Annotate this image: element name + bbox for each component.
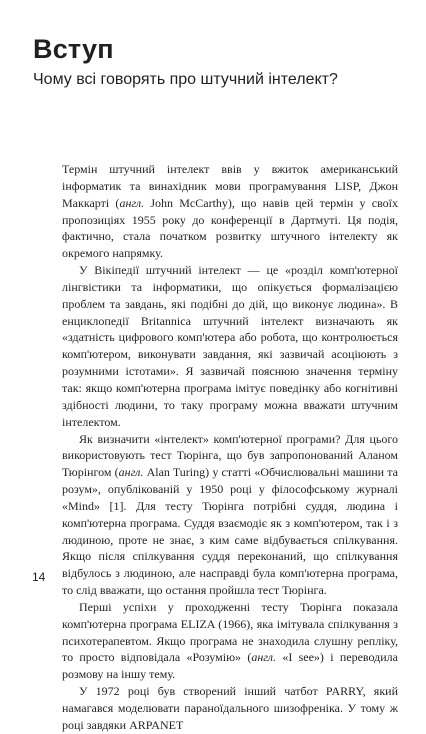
abbreviation-english: англ. [119, 195, 145, 210]
paragraph-1: Термін штучний інтелект ввів у вжиток американський інформатик та винахідник мови програмування LISP, Джон Маккарті (англ. John McCarthy), що навів цей термін у своїх пропозиціях 1955 року до конференції в Дартмуті. Ця подія, фактично, стала початком розвитку штучного інтелекту як окремого напрямку. [62, 162, 398, 261]
page-number: 14 [32, 570, 46, 584]
chapter-subtitle: Чому всі говорять про штучний інтелект? [33, 71, 338, 88]
paragraph-3: Як визначити «інтелект» комп'ютерної програми? Для цього використовують тест Тюрінга, що був запропонований Аланом Тюрінгом (англ. Alan Turing) у статті «Обчислювальні машини та розум», опублікованій у 1950 році у філософському журналі «Mind» [1]. Для тесту Тюрінга потрібні суддя, людина і комп'ютерна програма. Суддя взаємодіє як з комп'ютером, так і з людиною, проте не знає, з ким саме відбувається спілкування. Якщо після спілкування суддя переконаний, що спілкування відбулось з людиною, але насправді була комп'ютерна програма, то слід вважати, що остання пройшла тест Тюрінга. [62, 431, 399, 598]
paragraph-2: У Вікіпедії штучний інтелект — це «розділ комп'ютерної лінгвістики та інформатики, що опікується формалізацією проблем та завдань, які подібні до дій, що виконує людина». В енциклопедії Britannica штучний інтелект визначають як «здатність цифрового комп'ютера або робота, що контролюється комп'ютером, виконувати завдання, які зазвичай асоціюють з розумними істотами». Я зазвичай пояснюю значення терміну так: якщо комп'ютерна програма імітує поведінку або когнітивні здібності людини, то таку програму можна вважати штучним інтелектом. [62, 263, 398, 429]
abbreviation-english: англ. [118, 465, 144, 480]
body-text [62, 161, 398, 734]
paragraph-4: Перші успіхи у проходженні тесту Тюрінга показала комп'ютерна програма ELIZA (1966), яка імітувала спілкування з психотерапевтом. Якщо програма не знаходила слушну репліку, то просто відповідала «Розумію» (англ. «I see») і переводила розмову на іншу тему. [62, 599, 398, 682]
abbreviation-english: англ. [251, 650, 277, 665]
paragraph-5: У 1972 році був створений інший чатбот PARRY, який намагався моделювати параноїдального шизофреніка. У тому ж році завдяки ARPANET [62, 684, 398, 732]
chapter-title: Вступ [33, 34, 114, 64]
